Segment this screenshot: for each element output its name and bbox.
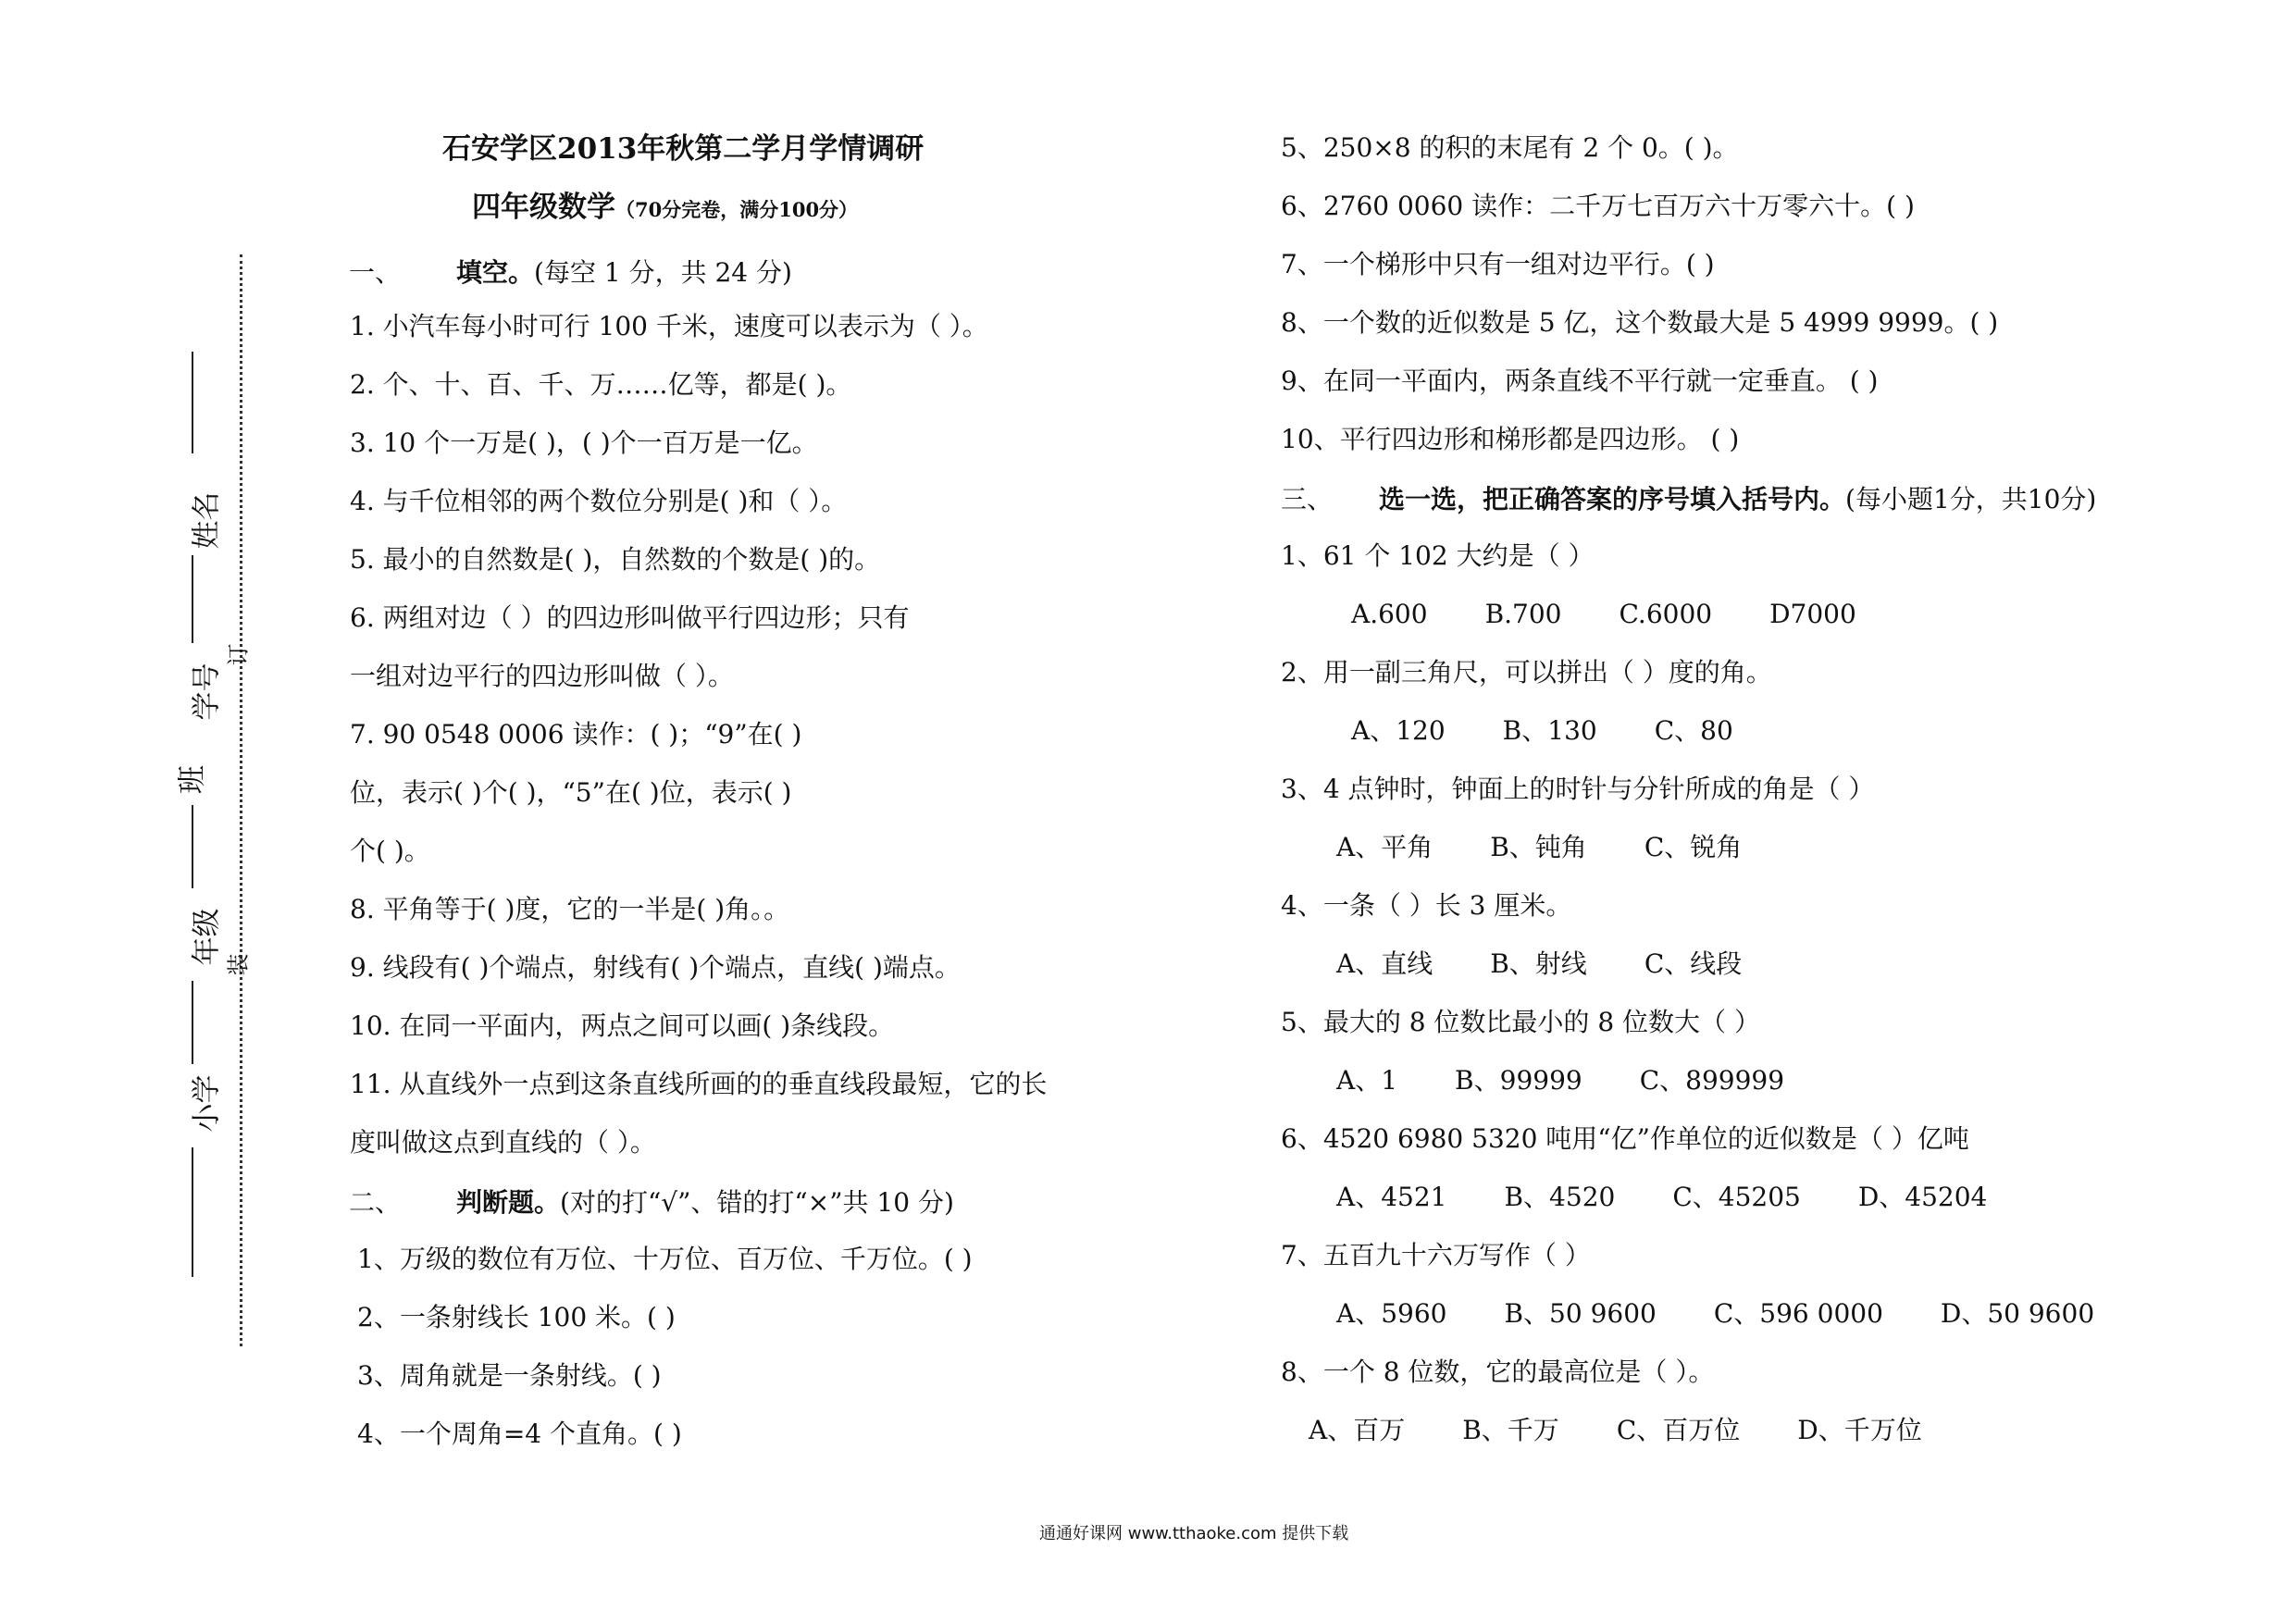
s2-item-8: 8、一个数的近似数是 5 亿，这个数最大是 5 4999 9999。( ) (1281, 307, 1999, 338)
s3-q8-option-c: C、百万位 (1616, 1415, 1741, 1445)
s1-item-7b: 位，表示( )个( )，“5”在( )位，表示( ) (350, 777, 792, 808)
section2-number: 二、 (349, 1187, 402, 1218)
s3-q8-option-b: B、千万 (1462, 1415, 1559, 1445)
s3-question-1: 1、61 个 102 大约是（ ） (1281, 540, 1595, 571)
s2-item-4: 4、一个周角=4 个直角。( ) (357, 1419, 682, 1449)
s3-question-6: 6、4520 6980 5320 吨用“亿”作单位的近似数是（ ）亿吨 (1281, 1123, 1969, 1154)
binding-mark-ding: 订 (225, 643, 252, 666)
s3-options-6 (1336, 1179, 2044, 1216)
s3-q6-option-c: C、45205 (1672, 1182, 1801, 1212)
s3-question-4: 4、一条（ ）长 3 厘米。 (1281, 890, 1572, 921)
page-title: 石安学区2013年秋第二学月学情调研 (442, 132, 925, 166)
s3-q1-option-b: B.700 (1484, 599, 1562, 629)
s2-item-3: 3、周角就是一条射线。( ) (357, 1360, 662, 1391)
s3-q5-option-b: B、99999 (1455, 1065, 1582, 1096)
s2-item-9: 9、在同一平面内，两条直线不平行就一定垂直。 ( ) (1281, 365, 1879, 396)
s1-item-8: 8. 平角等于( )度，它的一半是( )角。。 (350, 894, 790, 924)
s1-item-7c: 个( )。 (350, 836, 430, 866)
s3-options-3 (1336, 829, 1799, 866)
s2-item-2: 2、一条射线长 100 米。( ) (357, 1302, 676, 1332)
s1-item-6a: 6. 两组对边（ ）的四边形叫做平行四边形；只有 (350, 602, 910, 633)
section2-note: (对的打“√”、错的打“×”共 10 分) (560, 1187, 954, 1218)
section2-title: 判断题。 (456, 1187, 561, 1218)
s3-question-5: 5、最大的 8 位数比最小的 8 位数大（ ） (1281, 1007, 1760, 1037)
s3-q4-option-c: C、线段 (1644, 948, 1743, 979)
s1-item-5: 5. 最小的自然数是( )，自然数的个数是( )的。 (350, 544, 881, 575)
s1-item-11b: 度叫做这点到直线的（ ）。 (350, 1127, 656, 1158)
s3-options-7 (1336, 1295, 2152, 1332)
s3-q4-option-a: A、直线 (1336, 948, 1433, 979)
s3-q5-option-c: C、899999 (1639, 1065, 1785, 1096)
grade-blank-line (192, 981, 193, 1064)
s3-q7-option-b: B、50 9600 (1504, 1298, 1657, 1329)
s1-item-3: 3. 10 个一万是( )，( )个一百万是一亿。 (350, 427, 818, 458)
s3-q3-option-a: A、平角 (1336, 832, 1433, 862)
s1-item-11a: 11. 从直线外一点到这条直线所画的的垂直线段最短，它的长 (350, 1069, 1048, 1099)
section1-number: 一、 (349, 257, 402, 288)
s3-q2-option-c: C、80 (1654, 715, 1733, 746)
s3-q6-option-b: B、4520 (1504, 1182, 1616, 1212)
s1-item-4: 4. 与千位相邻的两个数位分别是( )和（ ）。 (350, 486, 848, 516)
page-subtitle (472, 183, 858, 225)
student-id-label: 学号 (190, 663, 224, 721)
id-blank-line (192, 555, 193, 643)
s2-item-7: 7、一个梯形中只有一组对边平行。( ) (1281, 249, 1715, 279)
school-blank-line (192, 1147, 193, 1277)
s1-item-7a: 7. 90 0548 0006 读作：( )；“9”在( ) (350, 719, 802, 750)
section3-title: 选一选，把正确答案的序号填入括号内。 (1379, 484, 1846, 514)
section1-note: (每空 1 分，共 24 分) (534, 257, 792, 288)
subtitle-note: （70分完卷，满分100分） (615, 198, 859, 221)
section3-note: (每小题1分，共10分) (1845, 484, 2097, 514)
s1-item-2: 2. 个、十、百、千、万……亿等，都是( )。 (350, 369, 852, 400)
s3-q7-option-a: A、5960 (1336, 1298, 1447, 1329)
grade-label: 年级 (190, 908, 224, 966)
s3-q7-option-c: C、596 0000 (1713, 1298, 1883, 1329)
s3-q8-option-a: A、百万 (1309, 1415, 1406, 1445)
footer-credit: 通通好课网 www.tthaoke.com 提供下载 (1039, 1524, 1349, 1543)
s3-q1-option-d: D7000 (1769, 599, 1856, 629)
section3-number: 三、 (1281, 484, 1334, 514)
s3-q3-option-b: B、钝角 (1490, 832, 1587, 862)
s3-question-8: 8、一个 8 位数，它的最高位是（ ）。 (1281, 1357, 1715, 1387)
class-blank-line (192, 805, 193, 888)
s3-q6-option-d: D、45204 (1857, 1182, 1988, 1212)
section1-title: 填空。 (456, 257, 535, 288)
name-label: 姓名 (190, 491, 224, 550)
s3-q1-option-c: C.6000 (1619, 599, 1713, 629)
section1-heading (349, 253, 792, 290)
s2-item-6: 6、2760 0060 读作：二千万七百万六十万零六十。( ) (1281, 191, 1915, 221)
s3-q7-option-d: D、50 9600 (1940, 1298, 2095, 1329)
s3-q3-option-c: C、锐角 (1644, 832, 1743, 862)
s2-item-5: 5、250×8 的积的末尾有 2 个 0。( )。 (1281, 132, 1739, 163)
school-label: 小学 (190, 1074, 224, 1133)
s3-q2-option-a: A、120 (1351, 715, 1446, 746)
s3-q4-option-b: B、射线 (1490, 948, 1587, 979)
s3-question-2: 2、用一副三角尺，可以拼出（ ）度的角。 (1281, 657, 1772, 688)
s1-item-6b: 一组对边平行的四边形叫做（ ）。 (350, 661, 734, 691)
s1-item-9: 9. 线段有( )个端点，射线有( )个端点，直线( )端点。 (350, 952, 961, 983)
s2-item-1: 1、万级的数位有万位、十万位、百万位、千万位。( ) (357, 1244, 973, 1274)
s3-q8-option-d: D、千万位 (1797, 1415, 1922, 1445)
binding-dotted-line (240, 254, 242, 1346)
subtitle-main: 四年级数学 (472, 191, 615, 224)
s3-q6-option-a: A、4521 (1336, 1182, 1447, 1212)
class-label: 班 (176, 765, 209, 794)
s1-item-1: 1. 小汽车每小时可行 100 千米，速度可以表示为（ ）。 (350, 311, 988, 341)
s3-question-7: 7、五百九十六万写作（ ） (1281, 1240, 1591, 1270)
s3-q1-option-a: A.600 (1351, 599, 1428, 629)
s3-options-8 (1309, 1412, 1980, 1449)
binding-mark-zhuang: 装 (225, 953, 252, 976)
section2-heading (349, 1183, 954, 1220)
s3-options-5 (1336, 1062, 1842, 1099)
s3-options-1 (1351, 596, 1914, 633)
s3-options-4 (1336, 946, 1799, 983)
name-blank-line (192, 352, 193, 453)
s1-item-10: 10. 在同一平面内，两点之间可以画( )条线段。 (350, 1010, 895, 1041)
s3-q2-option-b: B、130 (1502, 715, 1597, 746)
section3-heading (1281, 479, 2096, 516)
s3-q5-option-a: A、1 (1336, 1065, 1398, 1096)
s3-question-3: 3、4 点钟时，钟面上的时针与分针所成的角是（ ） (1281, 774, 1875, 804)
s2-item-10: 10、平行四边形和梯形都是四边形。 ( ) (1281, 424, 1740, 454)
s3-options-2 (1351, 712, 1791, 750)
